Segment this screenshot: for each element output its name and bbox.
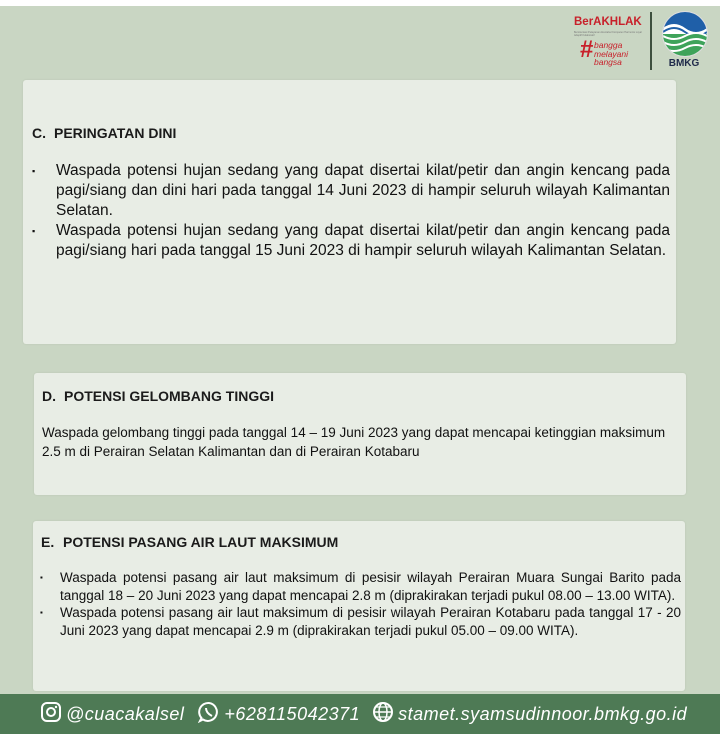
slogan-word: bangsa bbox=[594, 57, 622, 67]
bmkg-label: BMKG bbox=[668, 58, 700, 69]
bullet-icon: ▪ bbox=[32, 226, 36, 236]
section-letter: D. bbox=[42, 388, 56, 404]
berakhlak-subtitle: Berorientasi Pelayanan Akuntabel Kompeten Harmonis Loyal Adaptif Kolaboratif bbox=[574, 31, 642, 37]
slogan bbox=[594, 41, 628, 67]
list-item bbox=[40, 569, 681, 604]
list-item-text: Waspada potensi pasang air laut maksimum di pesisir wilayah Perairan Muara Sungai Barito pada tanggal 18 – 20 Juni 2023 yang dapat mencapai 2.8 m (diprakirakan terjadi pukul 08.00 – 13.00 WITA). bbox=[60, 570, 681, 603]
list-item-text: Waspada potensi hujan sedang yang dapat disertai kilat/petir dan angin kencang pada pagi/siang dan dini hari pada tanggal 14 Juni 2023 di hampir seluruh wilayah Kalimantan Selatan. bbox=[56, 162, 670, 219]
bullet-icon: ▪ bbox=[40, 608, 43, 617]
top-frame-border bbox=[0, 0, 720, 6]
section-title-text: POTENSI GELOMBANG TINGGI bbox=[64, 388, 275, 404]
section-d-card bbox=[34, 373, 686, 495]
section-e-card bbox=[33, 521, 685, 691]
instagram-text: @cuacakalsel bbox=[66, 703, 185, 724]
section-e-list bbox=[40, 569, 681, 639]
list-item-text: Waspada potensi hujan sedang yang dapat disertai kilat/petir dan angin kencang pada pagi/siang hari pada tanggal 15 Juni 2023 di hampir seluruh wilayah Kalimantan Selatan. bbox=[56, 222, 670, 259]
section-d-title bbox=[42, 388, 274, 404]
section-c-title bbox=[32, 125, 176, 141]
header-logos bbox=[570, 8, 712, 74]
section-c-list bbox=[32, 161, 670, 261]
instagram-icon bbox=[40, 701, 62, 728]
footer-bar bbox=[0, 694, 720, 734]
section-e-title bbox=[41, 534, 338, 550]
globe-icon bbox=[372, 701, 394, 728]
berakhlak-logo bbox=[570, 8, 646, 72]
berakhlak-title: BerAKHLAK bbox=[574, 16, 642, 28]
bullet-icon: ▪ bbox=[32, 166, 36, 176]
list-item bbox=[40, 604, 681, 639]
list-item bbox=[32, 221, 670, 261]
section-title-text: POTENSI PASANG AIR LAUT MAKSIMUM bbox=[63, 534, 339, 550]
section-title-text: PERINGATAN DINI bbox=[54, 125, 177, 141]
website-link[interactable] bbox=[372, 701, 687, 728]
bullet-icon: ▪ bbox=[40, 573, 43, 582]
slogan-word: melayani bbox=[594, 48, 629, 59]
slogan-word: bangga bbox=[594, 40, 623, 50]
section-letter: E. bbox=[41, 534, 55, 550]
bmkg-emblem-icon bbox=[662, 11, 708, 57]
whatsapp-number[interactable] bbox=[198, 701, 360, 728]
whatsapp-text: +628115042371 bbox=[224, 703, 361, 724]
section-c-card bbox=[23, 80, 676, 344]
hashtag-icon: # bbox=[580, 36, 594, 63]
instagram-handle[interactable] bbox=[40, 701, 184, 728]
website-text: stamet.syamsudinnoor.bmkg.go.id bbox=[398, 703, 688, 724]
list-item bbox=[32, 161, 670, 221]
whatsapp-icon bbox=[198, 701, 220, 728]
list-item-text: Waspada potensi pasang air laut maksimum di pesisir wilayah Perairan Kotabaru pada tanggal 17 - 20 Juni 2023 yang dapat mencapai 2.9 m (diprakirakan terjadi pukul 05.00 – 09.00 WITA). bbox=[60, 605, 681, 638]
logo-divider bbox=[650, 12, 652, 70]
section-d-text: Waspada gelombang tinggi pada tanggal 14 – 19 Juni 2023 yang dapat mencapai ketinggian maksimum 2.5 m di Perairan Selatan Kalimantan dan di Perairan Kotabaru bbox=[42, 425, 666, 459]
section-letter: C. bbox=[32, 125, 46, 141]
bmkg-logo bbox=[658, 8, 710, 72]
